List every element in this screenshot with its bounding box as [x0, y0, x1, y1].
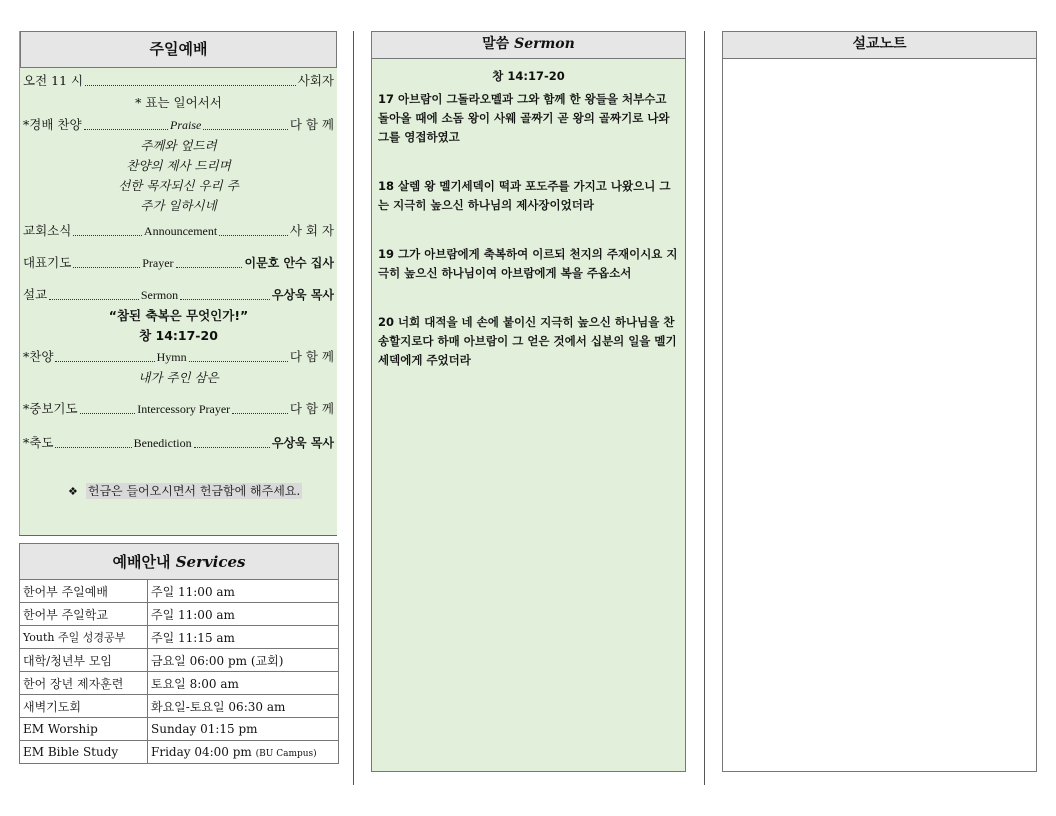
service-time-note: (BU Campus): [255, 749, 317, 759]
sermon-title: “참된 축복은 무엇인가!”: [108, 308, 249, 323]
order-row-praise: [20, 114, 337, 136]
service-name: EM Bible Study: [20, 741, 148, 764]
offering-note: [68, 482, 337, 499]
table-row: [20, 603, 339, 626]
sermon-notes-panel: [722, 31, 1037, 772]
order-row-hymn: [20, 346, 337, 368]
praise-line: 선한 목자되신 우리 주: [118, 178, 239, 193]
intercessory-label: *중보기도: [23, 401, 78, 416]
sermon-preacher: 우상욱 목사: [271, 288, 335, 302]
announcement-label: 교회소식: [23, 223, 72, 238]
verse: 18 살렘 왕 멜기세덱이 떡과 포도주를 가지고 나왔으니 그는 지극히 높으신 하나님의 제사장이었더라: [378, 179, 671, 212]
table-row: [20, 741, 339, 764]
benediction-en: Benediction: [133, 436, 192, 450]
hymn-title: 내가 주인 삼은: [138, 370, 219, 385]
service-time: 금요일 06:00 pm (교회): [148, 649, 339, 672]
service-time: 주일 11:00 am: [148, 580, 339, 603]
sermon-panel-title: [372, 32, 685, 59]
service-time: [148, 741, 339, 764]
service-time: 화요일-토요일 06:30 am: [148, 695, 339, 718]
services-title-en: Services: [175, 553, 246, 571]
sermon-title-ko: 말씀: [482, 36, 510, 52]
praise-line: 주가 일하시네: [140, 198, 217, 213]
benediction-pastor: 우상욱 목사: [271, 436, 334, 450]
table-row: [20, 672, 339, 695]
services-table: [19, 579, 339, 764]
praise-leader: 다 함 께: [289, 117, 334, 132]
services-title: [19, 543, 339, 579]
order-row-sermon: [20, 284, 337, 306]
praise-line: 찬양의 제사 드리며: [126, 158, 231, 173]
table-row: [20, 649, 339, 672]
worship-title: 주일예배: [20, 31, 337, 68]
praise-line: 주께와 엎드려: [140, 138, 217, 153]
announcement-en: Announcement: [143, 224, 218, 238]
service-name: EM Worship: [20, 718, 148, 741]
service-name: Youth 주일 성경공부: [20, 626, 148, 649]
intercessory-en: Intercessory Prayer: [137, 402, 231, 416]
praise-lines: [20, 136, 337, 216]
verse: 20 너희 대적을 네 손에 붙이신 지극히 높으신 하나님을 찬송할지로다 하매 아브람이 그 얻은 것에서 십분의 일을 멜기세덱에게 주었더라: [378, 315, 677, 367]
service-name: 한어 장년 제자훈련: [20, 672, 148, 695]
sermon-text: [372, 59, 685, 408]
hymn-en: Hymn: [156, 350, 187, 364]
table-row: [20, 718, 339, 741]
service-time: 토요일 8:00 am: [148, 672, 339, 695]
order-row-intercessory: [20, 398, 337, 420]
diamond-bullet-icon: ❖: [68, 485, 78, 498]
column-divider-left: [353, 31, 354, 785]
sermon-panel: [371, 31, 686, 772]
sermon-title-en: Sermon: [514, 36, 575, 52]
scripture-reference: 창 14:17-20: [492, 69, 565, 83]
service-time: Sunday 01:15 pm: [148, 718, 339, 741]
service-time-text: Friday 04:00 pm: [151, 745, 252, 759]
order-row-benediction: [20, 432, 337, 454]
leader-label: 사회자: [297, 73, 334, 88]
service-name: 한어부 주일예배: [20, 580, 148, 603]
sermon-reference: 창 14:17-20: [139, 328, 218, 343]
announcement-leader: 사 회 자: [289, 223, 334, 238]
offering-text: 헌금은 들어오시면서 헌금함에 해주세요.: [87, 484, 301, 498]
worship-order-panel: [19, 31, 337, 535]
order-bottom-rule: [19, 535, 337, 536]
benediction-label: *축도: [23, 435, 54, 450]
order-row-time: [20, 70, 337, 92]
praise-en: Praise: [170, 118, 202, 132]
standing-note: * 표는 일어서서: [135, 95, 222, 110]
verse: 19 그가 아브람에게 축복하여 이르되 천지의 주재이시요 지극히 높으신 하나님이여 아브람에게 복을 주옵소서: [378, 247, 678, 280]
column-divider-right: [704, 31, 705, 785]
services-panel: [19, 543, 339, 764]
prayer-leader: 이문호 안수 집사: [244, 256, 334, 270]
notes-title: 설교노트: [723, 32, 1036, 59]
praise-label: *경배 찬양: [23, 117, 82, 132]
services-title-ko: 예배안내: [112, 553, 171, 571]
verse: 17 아브람이 그돌라오멜과 그와 함께 한 왕들을 처부수고 돌아올 때에 소돔 왕이 사웨 골짜기 곧 왕의 골짜기로 나와 그를 영접하였고: [378, 92, 670, 144]
service-name: 대학/청년부 모임: [20, 649, 148, 672]
service-time: 주일 11:15 am: [148, 626, 339, 649]
service-name: 한어부 주일학교: [20, 603, 148, 626]
prayer-en: Prayer: [142, 256, 174, 270]
order-row-announcement: [20, 220, 337, 242]
prayer-label: 대표기도: [23, 255, 72, 270]
sermon-en: Sermon: [140, 288, 179, 302]
service-name: 새벽기도회: [20, 695, 148, 718]
table-row: [20, 626, 339, 649]
table-row: [20, 695, 339, 718]
hymn-leader: 다 함 께: [289, 349, 334, 364]
hymn-label: *찬양: [23, 349, 54, 364]
service-time: 주일 11:00 am: [148, 603, 339, 626]
time-label: 오전 11 시: [23, 73, 84, 88]
intercessory-leader: 다 함 께: [289, 401, 334, 416]
table-row: [20, 580, 339, 603]
order-row-prayer: [20, 252, 337, 274]
sermon-label: 설교: [23, 287, 48, 302]
